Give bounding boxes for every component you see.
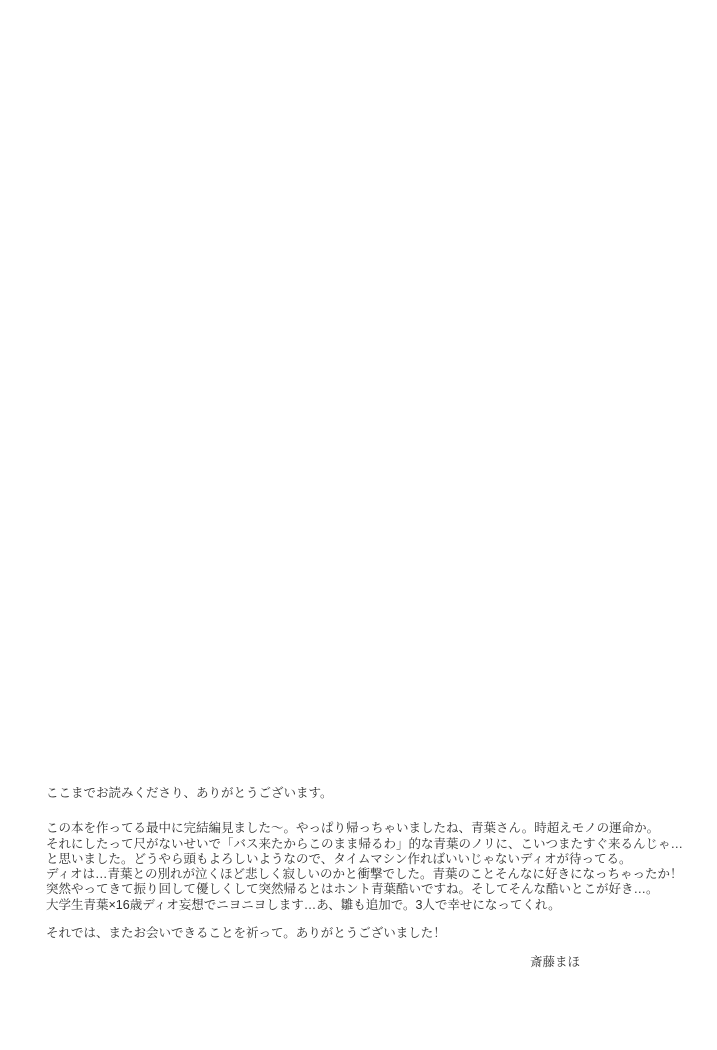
afterword-body-line: 大学生青葉×16歳ディオ妄想でニヨニヨします…あ、雛も追加で。3人で幸せになってくれ。 [46, 897, 561, 912]
afterword-body-line: と思いました。どうやら頭もよろしいようなので、タイムマシン作ればいいじゃないディオが待ってる。 [46, 851, 632, 866]
afterword-closing-line: それでは、またお会いできることを祈って。ありがとうございました！ [46, 926, 446, 941]
afterword-greeting-line: ここまでお読みくださり、ありがとうございます。 [46, 786, 333, 800]
afterword-body-line: この本を作ってる最中に完結編見ました～。やっぱり帰っちゃいましたね、青葉さん。時超えモノの運命か。 [46, 821, 660, 836]
afterword-body-line: ディオは…青葉との別れが泣くほど悲しく寂しいのかと衝撃でした。青葉のことそんなに好きになっちゃったか！ [46, 867, 683, 882]
afterword-body-line: それにしたって尺がないせいで「バス来たからこのまま帰るわ」的な青葉のノリに、こいつまたすぐ来るんじゃ… [46, 836, 684, 851]
author-signature: 斎藤まほ [530, 955, 581, 970]
afterword-body-line: 突然やってきて振り回して優しくして突然帰るとはホント青葉酷いですね。そしてそんな酷いとこが好き…。 [46, 882, 659, 897]
afterword-text-block [46, 786, 687, 971]
